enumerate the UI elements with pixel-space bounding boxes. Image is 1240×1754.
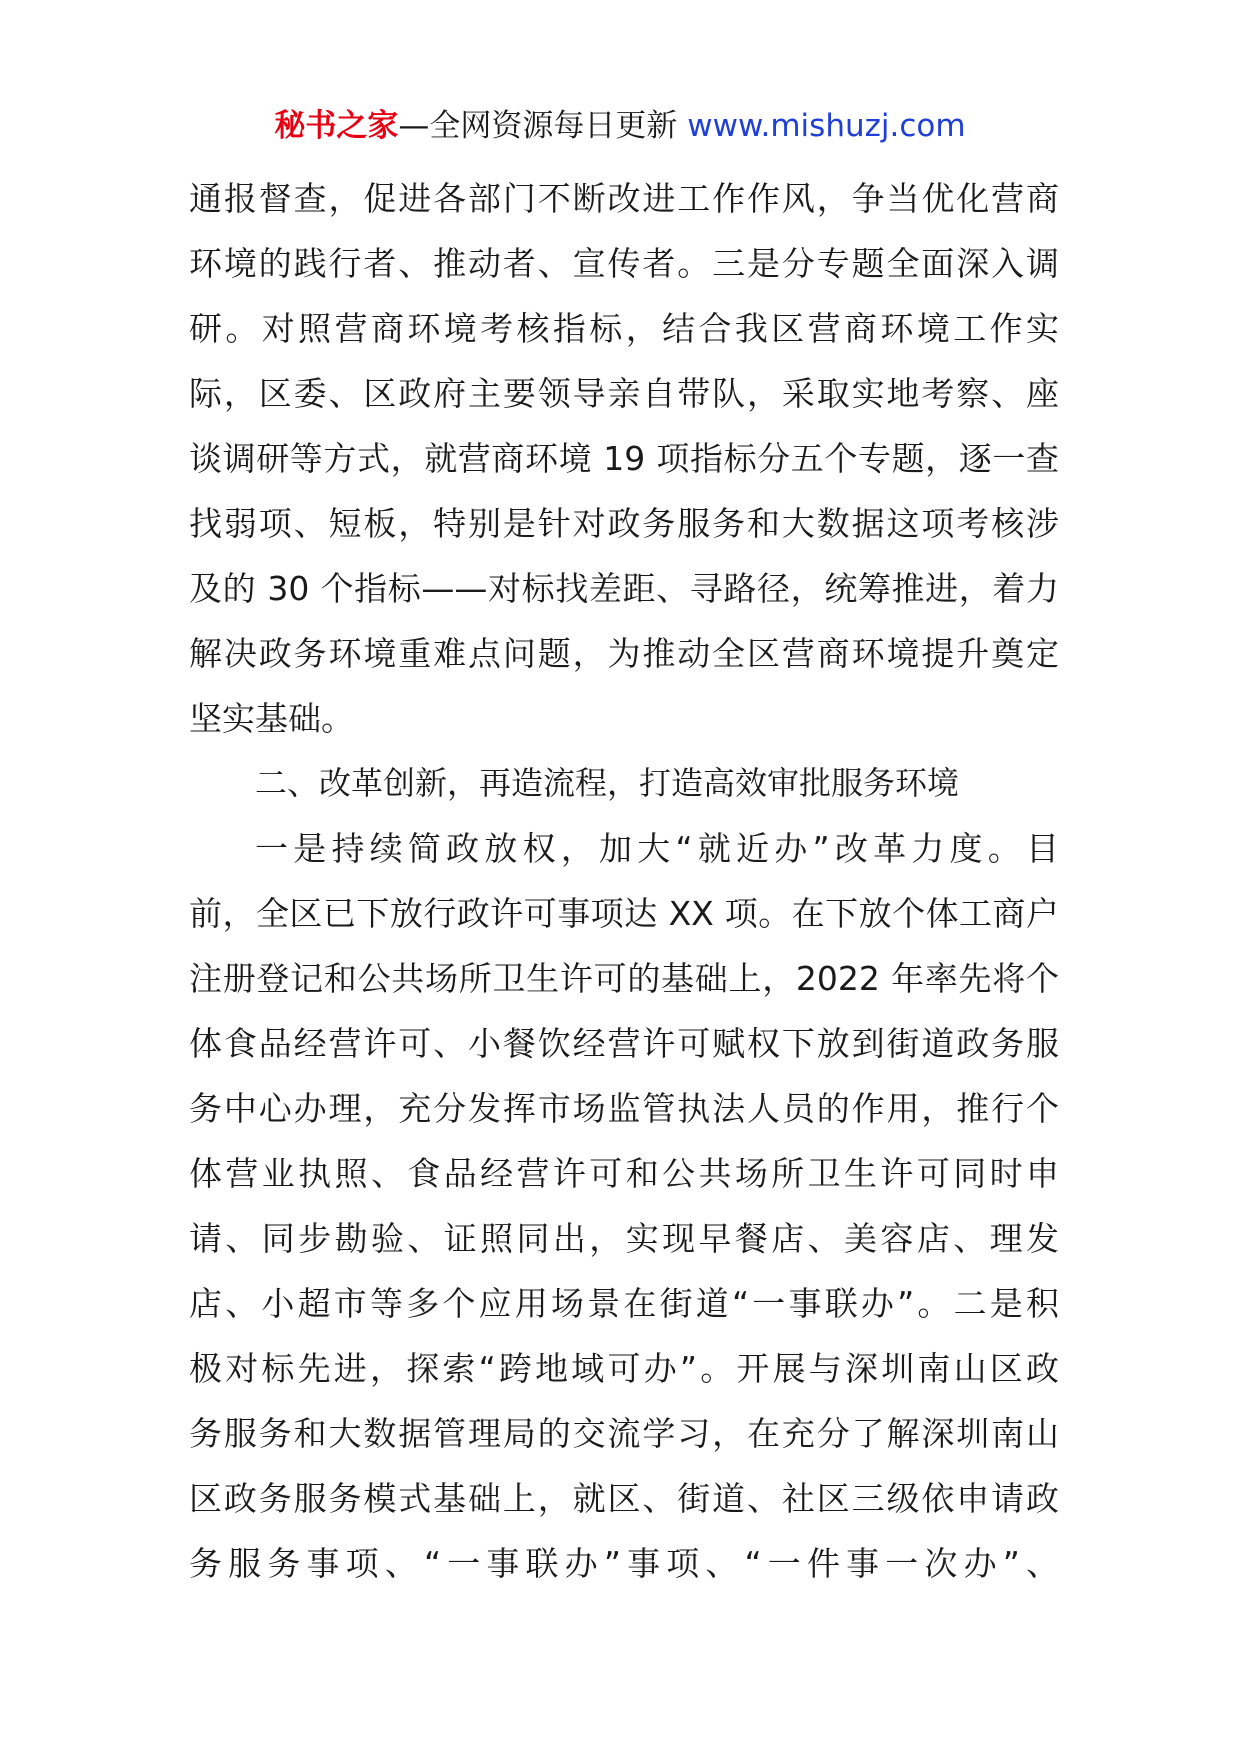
body-line: 前，全区已下放行政许可事项达 XX 项。在下放个体工商户 — [189, 894, 1059, 933]
body-line: 解决政务环境重难点问题，为推动全区营商环境提升奠定 — [189, 634, 1059, 673]
body-line: 店、小超市等多个应用场景在街道“一事联办”。二是积 — [189, 1284, 1059, 1323]
body-line: 环境的践行者、推动者、宣传者。三是分专题全面深入调 — [189, 244, 1059, 283]
header-tagline: —全网资源每日更新 — [398, 108, 678, 144]
body-line: 请、同步勘验、证照同出，实现早餐店、美容店、理发 — [189, 1219, 1059, 1258]
body-line: 注册登记和公共场所卫生许可的基础上，2022 年率先将个 — [189, 959, 1059, 998]
body-line: 找弱项、短板，特别是针对政务服务和大数据这项考核涉 — [189, 504, 1059, 543]
brand-name: 秘书之家 — [274, 108, 399, 144]
section-heading: 二、改革创新，再造流程，打造高效审批服务环境 — [255, 764, 960, 802]
body-line: 极对标先进，探索“跨地域可办”。开展与深圳南山区政 — [189, 1349, 1059, 1388]
body-line: 体营业执照、食品经营许可和公共场所卫生许可同时申 — [189, 1154, 1059, 1193]
body-line: 研。对照营商环境考核指标，结合我区营商环境工作实 — [189, 309, 1059, 348]
site-header — [0, 104, 1240, 148]
body-line: 谈调研等方式，就营商环境 19 项指标分五个专题，逐一查 — [189, 439, 1059, 478]
site-url-link[interactable]: www.mishuzj.com — [687, 108, 966, 144]
body-line: 务服务事项、“一事联办”事项、“一件事一次办”、 — [189, 1544, 1059, 1583]
body-line: 务中心办理，充分发挥市场监管执法人员的作用，推行个 — [189, 1089, 1059, 1128]
body-line: 区政务服务模式基础上，就区、街道、社区三级依申请政 — [189, 1479, 1059, 1518]
document-body — [189, 166, 1059, 1596]
body-line: 一是持续简政放权，加大“就近办”改革力度。目 — [255, 829, 1059, 868]
body-line: 坚实基础。 — [189, 699, 354, 738]
body-line: 际，区委、区政府主要领导亲自带队，采取实地考察、座 — [189, 374, 1059, 413]
body-line: 体食品经营许可、小餐饮经营许可赋权下放到街道政务服 — [189, 1024, 1059, 1063]
body-line: 及的 30 个指标——对标找差距、寻路径，统筹推进，着力 — [189, 569, 1059, 608]
body-line: 通报督查，促进各部门不断改进工作作风，争当优化营商 — [189, 179, 1059, 218]
body-line: 务服务和大数据管理局的交流学习，在充分了解深圳南山 — [189, 1414, 1059, 1453]
